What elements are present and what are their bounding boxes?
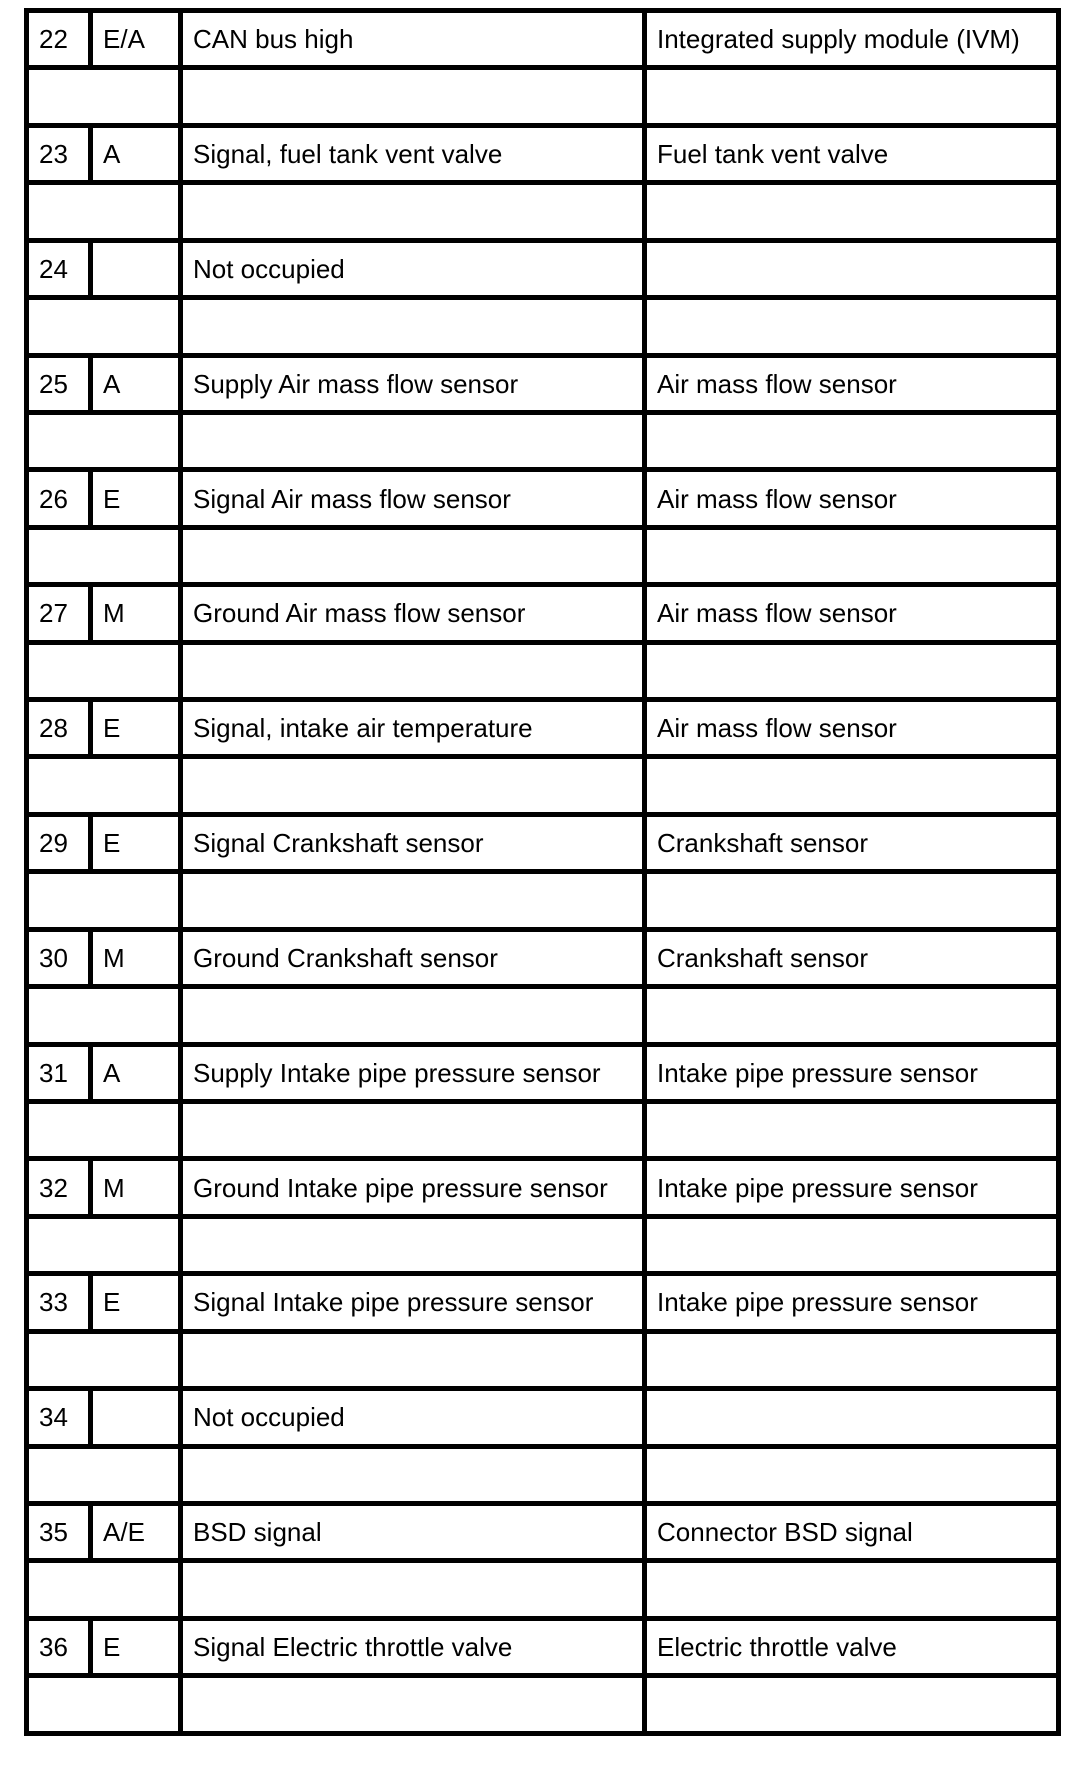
signal-type-cell: M [91, 1159, 181, 1216]
pin-number-cell: 25 [27, 355, 91, 412]
spacer-cell [181, 872, 645, 929]
spacer-cell [645, 298, 1059, 355]
spacer-row [27, 987, 1059, 1044]
spacer-cell [27, 1676, 181, 1734]
spacer-row [27, 527, 1059, 584]
spacer-cell [27, 1331, 181, 1388]
spacer-row [27, 1102, 1059, 1159]
component-cell: Intake pipe pressure sensor [645, 1159, 1059, 1216]
spacer-row [27, 1446, 1059, 1503]
component-cell: Fuel tank vent valve [645, 125, 1059, 182]
component-cell: Intake pipe pressure sensor [645, 1044, 1059, 1101]
function-cell: Signal Crankshaft sensor [181, 814, 645, 871]
spacer-cell [645, 642, 1059, 699]
spacer-cell [27, 183, 181, 240]
spacer-cell [645, 1102, 1059, 1159]
pin-table-body [27, 11, 1059, 1734]
signal-type-cell: E [91, 470, 181, 527]
pin-row [27, 11, 1059, 68]
pin-assignment-table [24, 8, 1061, 1736]
spacer-cell [645, 183, 1059, 240]
spacer-cell [181, 1216, 645, 1273]
function-cell: Ground Air mass flow sensor [181, 585, 645, 642]
spacer-cell [27, 872, 181, 929]
spacer-cell [645, 987, 1059, 1044]
component-cell: Air mass flow sensor [645, 355, 1059, 412]
component-cell: Intake pipe pressure sensor [645, 1274, 1059, 1331]
signal-type-cell: E [91, 1274, 181, 1331]
function-cell: Ground Crankshaft sensor [181, 929, 645, 986]
spacer-cell [27, 1102, 181, 1159]
spacer-cell [27, 642, 181, 699]
pin-number-cell: 29 [27, 814, 91, 871]
pin-row [27, 355, 1059, 412]
spacer-cell [27, 1561, 181, 1618]
spacer-cell [27, 987, 181, 1044]
spacer-cell [181, 1331, 645, 1388]
signal-type-cell: M [91, 929, 181, 986]
function-cell: Not occupied [181, 1389, 645, 1446]
spacer-row [27, 183, 1059, 240]
pin-row [27, 240, 1059, 297]
spacer-cell [645, 1216, 1059, 1273]
pin-row [27, 125, 1059, 182]
spacer-row [27, 1676, 1059, 1734]
signal-type-cell: A/E [91, 1503, 181, 1560]
spacer-row [27, 298, 1059, 355]
spacer-cell [181, 1561, 645, 1618]
component-cell [645, 240, 1059, 297]
signal-type-cell: A [91, 125, 181, 182]
spacer-cell [645, 872, 1059, 929]
pin-number-cell: 32 [27, 1159, 91, 1216]
signal-type-cell: A [91, 355, 181, 412]
signal-type-cell [91, 240, 181, 297]
pin-number-cell: 22 [27, 11, 91, 68]
spacer-row [27, 757, 1059, 814]
spacer-cell [27, 527, 181, 584]
pin-number-cell: 26 [27, 470, 91, 527]
function-cell: Signal Intake pipe pressure sensor [181, 1274, 645, 1331]
spacer-cell [645, 68, 1059, 125]
component-cell: Air mass flow sensor [645, 700, 1059, 757]
spacer-cell [645, 757, 1059, 814]
component-cell: Crankshaft sensor [645, 814, 1059, 871]
spacer-cell [645, 412, 1059, 469]
function-cell: Signal, intake air temperature [181, 700, 645, 757]
spacer-cell [181, 68, 645, 125]
pin-number-cell: 36 [27, 1618, 91, 1675]
component-cell: Crankshaft sensor [645, 929, 1059, 986]
pin-row [27, 1618, 1059, 1675]
function-cell: Signal Air mass flow sensor [181, 470, 645, 527]
spacer-cell [27, 1216, 181, 1273]
spacer-cell [181, 987, 645, 1044]
spacer-row [27, 68, 1059, 125]
spacer-cell [27, 1446, 181, 1503]
spacer-cell [27, 412, 181, 469]
spacer-cell [181, 183, 645, 240]
spacer-cell [181, 412, 645, 469]
component-cell: Connector BSD signal [645, 1503, 1059, 1560]
function-cell: Ground Intake pipe pressure sensor [181, 1159, 645, 1216]
pin-row [27, 700, 1059, 757]
spacer-cell [645, 1676, 1059, 1734]
spacer-cell [181, 1102, 645, 1159]
pin-row [27, 1503, 1059, 1560]
component-cell: Air mass flow sensor [645, 585, 1059, 642]
spacer-row [27, 1216, 1059, 1273]
component-cell: Air mass flow sensor [645, 470, 1059, 527]
spacer-cell [181, 642, 645, 699]
spacer-cell [645, 1331, 1059, 1388]
component-cell [645, 1389, 1059, 1446]
pin-number-cell: 34 [27, 1389, 91, 1446]
component-cell: Electric throttle valve [645, 1618, 1059, 1675]
function-cell: Signal Electric throttle valve [181, 1618, 645, 1675]
signal-type-cell: E/A [91, 11, 181, 68]
pin-number-cell: 35 [27, 1503, 91, 1560]
spacer-cell [181, 527, 645, 584]
signal-type-cell: E [91, 814, 181, 871]
signal-type-cell: M [91, 585, 181, 642]
spacer-cell [181, 1676, 645, 1734]
pin-row [27, 470, 1059, 527]
signal-type-cell: A [91, 1044, 181, 1101]
spacer-cell [181, 298, 645, 355]
function-cell: Supply Air mass flow sensor [181, 355, 645, 412]
pin-number-cell: 31 [27, 1044, 91, 1101]
spacer-cell [181, 757, 645, 814]
pin-number-cell: 33 [27, 1274, 91, 1331]
pin-row [27, 814, 1059, 871]
function-cell: Not occupied [181, 240, 645, 297]
function-cell: BSD signal [181, 1503, 645, 1560]
function-cell: Signal, fuel tank vent valve [181, 125, 645, 182]
pin-number-cell: 23 [27, 125, 91, 182]
spacer-cell [645, 1446, 1059, 1503]
spacer-cell [27, 757, 181, 814]
pin-number-cell: 28 [27, 700, 91, 757]
pin-row [27, 1274, 1059, 1331]
pin-number-cell: 24 [27, 240, 91, 297]
pin-row [27, 929, 1059, 986]
pin-row [27, 585, 1059, 642]
component-cell: Integrated supply module (IVM) [645, 11, 1059, 68]
signal-type-cell: E [91, 1618, 181, 1675]
spacer-row [27, 642, 1059, 699]
spacer-row [27, 1561, 1059, 1618]
pin-row [27, 1159, 1059, 1216]
pin-number-cell: 27 [27, 585, 91, 642]
spacer-cell [181, 1446, 645, 1503]
spacer-cell [645, 527, 1059, 584]
pin-row [27, 1389, 1059, 1446]
signal-type-cell: E [91, 700, 181, 757]
pin-row [27, 1044, 1059, 1101]
spacer-cell [27, 68, 181, 125]
function-cell: CAN bus high [181, 11, 645, 68]
spacer-row [27, 1331, 1059, 1388]
spacer-cell [645, 1561, 1059, 1618]
spacer-row [27, 872, 1059, 929]
pin-number-cell: 30 [27, 929, 91, 986]
spacer-row [27, 412, 1059, 469]
signal-type-cell [91, 1389, 181, 1446]
spacer-cell [27, 298, 181, 355]
function-cell: Supply Intake pipe pressure sensor [181, 1044, 645, 1101]
